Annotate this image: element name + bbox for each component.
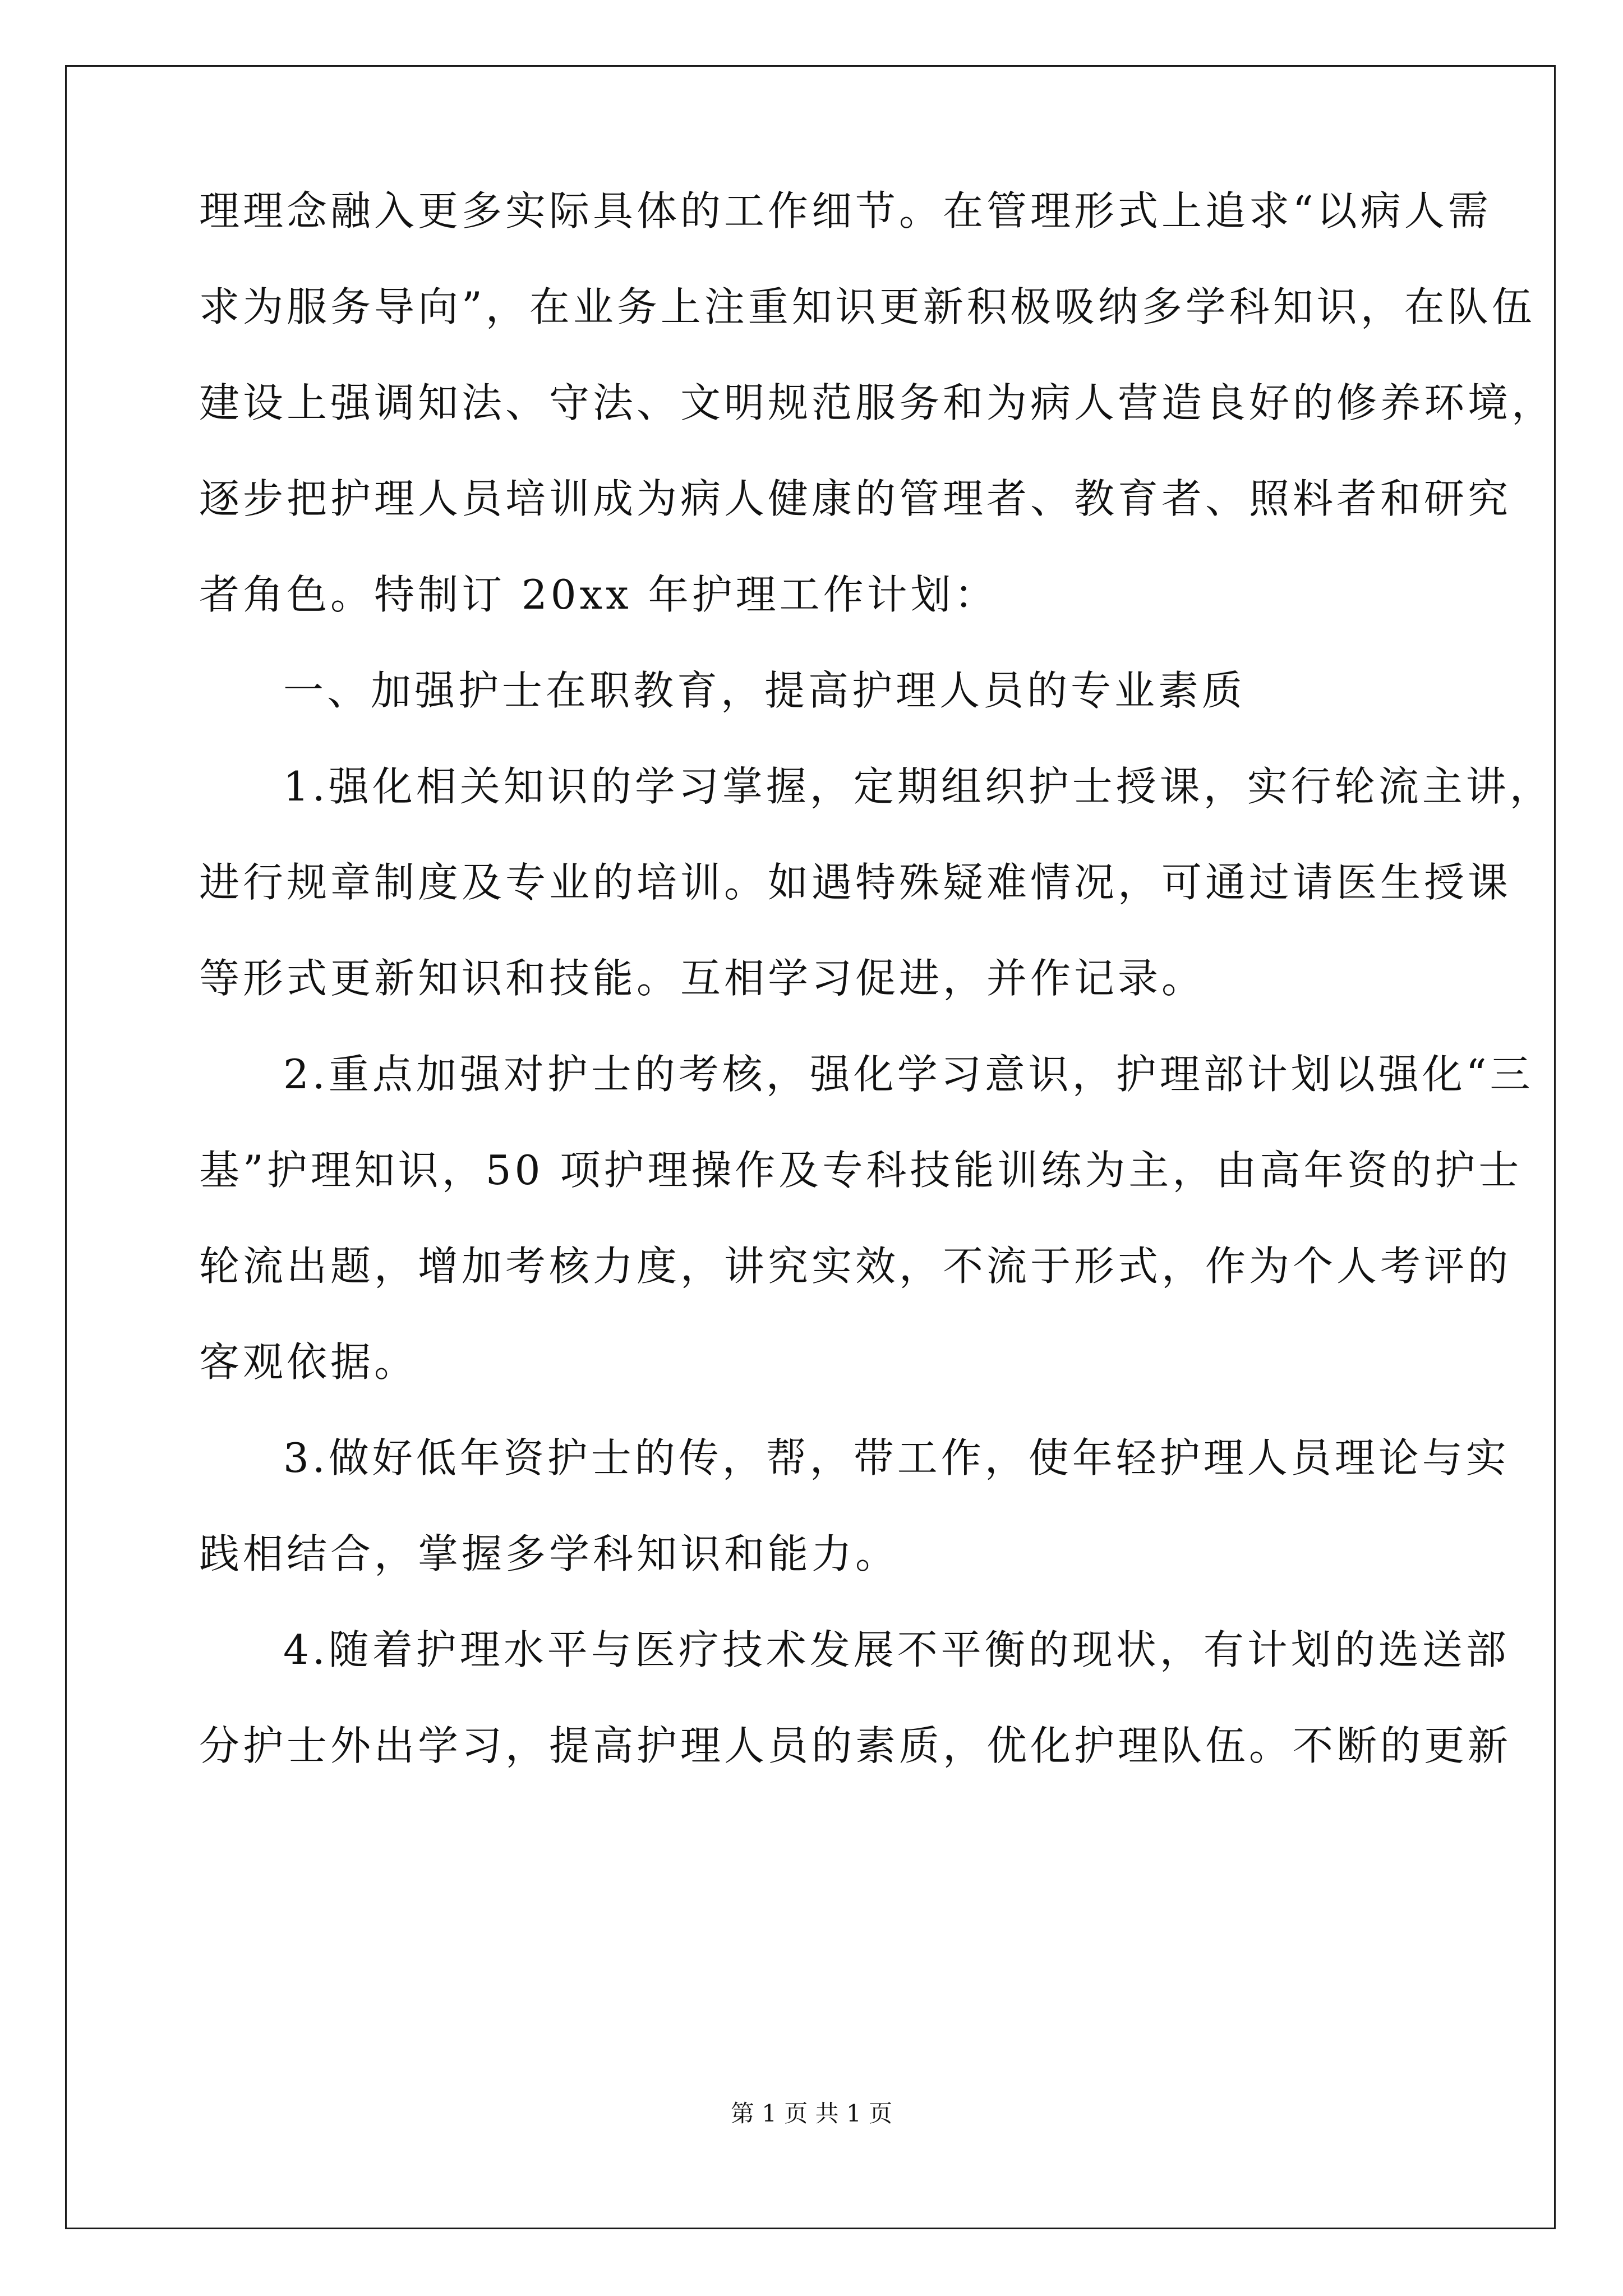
paragraph-item-4 (199, 1626, 1512, 1769)
paragraph-item-3 (199, 1434, 1510, 1577)
text-line: 基”护理知识，50 项护理操作及专科技能训练为主，由高年资的护士 (199, 1147, 1523, 1194)
page-footer: 第 1 页 共 1 页 (730, 2100, 893, 2127)
section-heading (199, 667, 1438, 714)
heading-line: 一、加强护士在职教育，提高护理人员的专业素质 (283, 667, 1246, 714)
text-line: 轮流出题，增加考核力度，讲究实效，不流于形式，作为个人考评的 (199, 1243, 1512, 1290)
text-line: 分护士外出学习，提高护理人员的素质，优化护理队伍。不断的更新 (199, 1722, 1512, 1769)
text-line: 等形式更新知识和技能。互相学习促进，并作记录。 (199, 955, 1206, 1002)
text-line: 求为服务导向”，在业务上注重知识更新积极吸纳多学科知识，在队伍 (199, 283, 1536, 330)
text-line: 建设上强调知法、守法、文明规范服务和为病人营造良好的修养环境， (199, 379, 1556, 426)
text-line: 4.随着护理水平与医疗技术发展不平衡的现状，有计划的选送部 (283, 1626, 1510, 1673)
paragraph-1 (199, 187, 1556, 618)
text-line: 进行规章制度及专业的培训。如遇特殊疑难情况，可通过请医生授课 (199, 859, 1512, 906)
text-line: 1.强化相关知识的学习掌握，定期组织护士授课，实行轮流主讲， (283, 763, 1553, 810)
text-line: 践相结合，掌握多学科知识和能力。 (199, 1530, 900, 1577)
text-line: 者角色。特制订 20xx 年护理工作计划： (199, 571, 998, 618)
paragraph-item-2 (199, 1051, 1534, 1386)
text-line: 逐步把护理人员培训成为病人健康的管理者、教育者、照料者和研究 (199, 475, 1512, 522)
document-body (199, 187, 1556, 1821)
text-line: 2.重点加强对护士的考核，强化学习意识，护理部计划以强化“三 (283, 1051, 1534, 1098)
text-line: 客观依据。 (199, 1338, 418, 1386)
text-line: 理理念融入更多实际具体的工作细节。在管理形式上追求“以病人需 (199, 187, 1492, 234)
paragraph-item-1 (199, 763, 1553, 1002)
text-line: 3.做好低年资护士的传，帮，带工作，使年轻护理人员理论与实 (283, 1434, 1510, 1481)
